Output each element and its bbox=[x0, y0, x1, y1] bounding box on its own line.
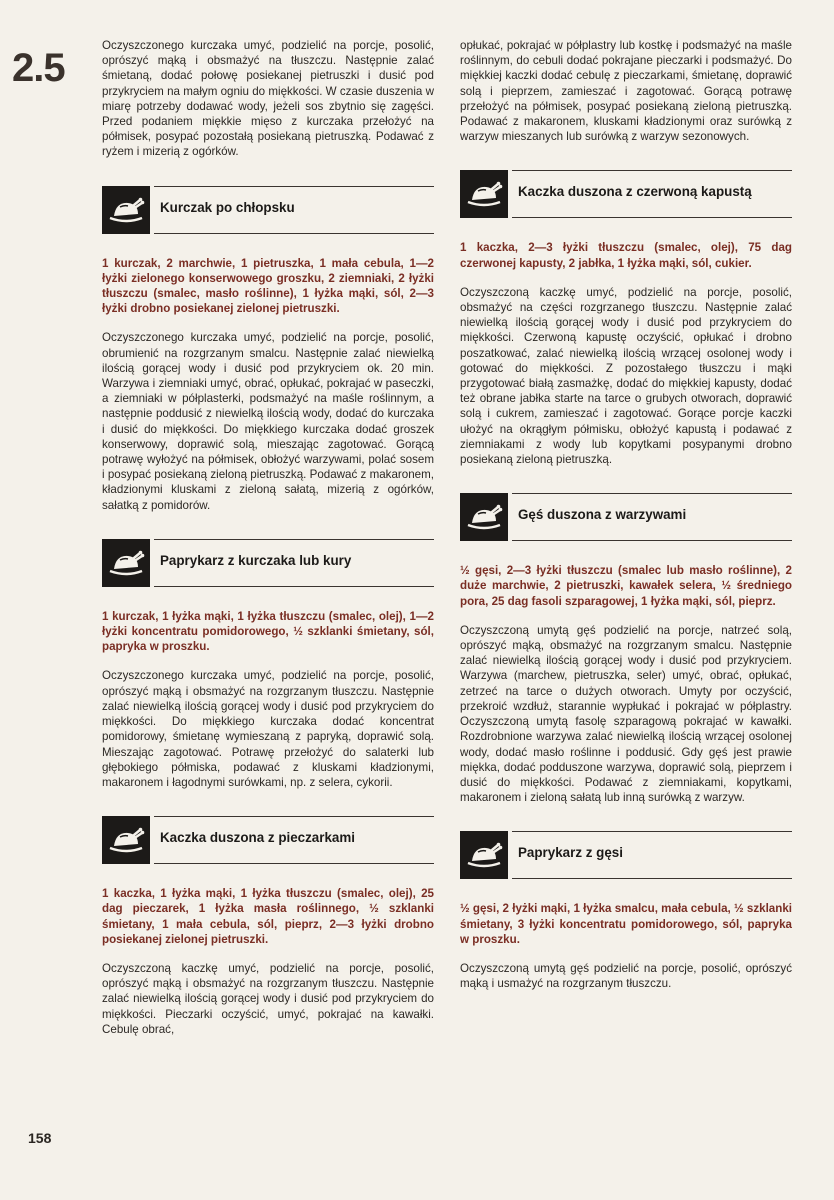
recipe-title: Kurczak po chłopsku bbox=[160, 199, 295, 215]
left-column bbox=[102, 38, 434, 1037]
header-rule-bottom bbox=[154, 863, 434, 864]
roast-poultry-icon bbox=[102, 186, 150, 234]
header-rule-top bbox=[154, 539, 434, 540]
recipe-header bbox=[102, 539, 434, 591]
intro-text: Oczyszczonego kurczaka umyć, podzielić na porcje, posolić, oprószyć mąką i obsmażyć na tłuszczu. Następnie zalać śmietaną, dodać połowę posiekanej pietruszki i dusić pod przykryciem na małym ogniu do miękkości. W czasie duszenia w miarę potrzeby dodawać wody, jeżeli sos zbytnio się zagęści. Przed podaniem miękkie mięso z kurczaka przełożyć na półmisek, posypać pozostałą posiekaną pietruszką. Podawać z ryżem i mizerią z ogórków. bbox=[102, 39, 434, 159]
recipe-title: Paprykarz z gęsi bbox=[518, 845, 623, 861]
recipe-method: Oczyszczonego kurczaka umyć, podzielić na porcje, posolić, oprószyć mąką i obsmażyć na rozgrzanym tłuszczu. Następnie zalać niewielką ilością gorącej wody i dusić pod przykryciem do miękkości. Do miękkiego kurczaka dodać koncentrat pomidorowy, śmietanę wymieszaną z papryką, doprawić solą. Mieszając zagotować. Potrawę przełożyć do salaterki lub głębokiego półmiska, podawać z kluskami kładzionymi, makaronem i łagodnymi surówkami, np. z selera, cykorii. bbox=[102, 669, 434, 789]
page-number: 158 bbox=[28, 1130, 52, 1146]
header-rule-top bbox=[512, 170, 792, 171]
header-rule-bottom bbox=[512, 540, 792, 541]
recipe-method: Oczyszczonego kurczaka umyć, podzielić na porcje, posolić, obrumienić na rozgrzanym smalcu. Następnie zalać niewielką ilością gorącej wody i dusić pod przykryciem ok. 20 min. Warzywa i ziemniaki umyć, obrać, opłukać, pokrajać w paseczki, a ziemniaki w półplasterki, podsmażyć na maśle roślinnym, a następnie poddusić z niewielką ilością wody, dodać do kurczaka i dusić do miękkości. Do miękkiego kurczaka dodać groszek konserwowy, doprawić solą, mieszając zagotować. Gorącą potrawę wyłożyć na półmisek, obłożyć warzywami, polać sosem i posypać posiekaną zieloną pietruszką. Podawać z makaronem, kładzionymi kluskami z zieloną sałatą, mizerią z ogórków, sałatką z pomidorów. bbox=[102, 331, 434, 512]
header-rule-bottom bbox=[512, 878, 792, 879]
header-rule-top bbox=[512, 831, 792, 832]
recipe-method: Oczyszczoną umytą gęś podzielić na porcje, natrzeć solą, oprószyć mąką, obsmażyć na rozgrzanym smalcu. Następnie zalać niewielką ilością gorącej wody i dusić pod przykryciem. Warzywa (marchew, pietruszka, seler) umyć, obrać, opłukać, zetrzeć na tarce o dużych otworach. Umyty por oczyścić, przekroić wzdłuż, starannie wypłukać i pokrajać w półplastry. Oczyszczoną umytą fasolę szparagową pokrajać w kawałki. Rozdrobnione warzywa zalać niewielką ilością wrzącej osolonej wody, dodać masło roślinne i poddusić. Gdy gęś jest prawie miękka, dodać podduszone warzywa, doprawić solą, pieprzem i dusić do miękkości. Podawać z ziemniakami, kopytkami, makaronem i zieloną sałatą lub inną surówką z warzyw. bbox=[460, 623, 792, 805]
recipe-ingredients: 1 kaczka, 1 łyżka mąki, 1 łyżka tłuszczu (smalec, olej), 25 dag pieczarek, 1 łyżka masła roślinnego, ½ szklanki śmietany, 1 mała cebula, sól, pieprz, 2—3 łyżki drobno posiekanej zielonej pietruszki. bbox=[102, 887, 434, 946]
recipe-header bbox=[460, 831, 792, 883]
recipe-method: Oczyszczoną umytą gęś podzielić na porcje, posolić, oprószyć mąką i usmażyć na rozgrzanym tłuszczu. bbox=[460, 961, 792, 991]
continuation-text: opłukać, pokrajać w półplastry lub kostkę i podsmażyć na maśle roślinnym, do cebuli dodać pokrajane pieczarki i podsmażyć. Do miękkiej kaczki dodać cebulę z pieczarkami, śmietanę, doprawić solą i pieprzem, zamieszać i zagotować. Gorącą potrawę przełożyć na półmisek, posypać posiekaną zieloną pietruszką. Podawać z makaronem, kluskami kładzionymi oraz surówką z warzyw mieszanych lub surówką z warzyw sezonowych. bbox=[460, 39, 792, 144]
header-rule-bottom bbox=[154, 586, 434, 587]
recipe-header bbox=[460, 493, 792, 545]
recipe-title: Gęś duszona z warzywami bbox=[518, 507, 687, 523]
recipe-ingredients: 1 kaczka, 2—3 łyżki tłuszczu (smalec, olej), 75 dag czerwonej kapusty, 2 jabłka, 1 łyżka mąki, sól, cukier. bbox=[460, 241, 792, 270]
header-rule-bottom bbox=[154, 233, 434, 234]
right-column bbox=[460, 38, 792, 991]
recipe-ingredients: ½ gęsi, 2 łyżki mąki, 1 łyżka smalcu, mała cebula, ½ szklanki śmietany, 3 łyżki koncentratu pomidorowego, sól, papryka w proszku. bbox=[460, 902, 792, 946]
recipe-title: Kaczka duszona z czerwoną kapustą bbox=[518, 184, 752, 200]
recipe-title: Kaczka duszona z pieczarkami bbox=[160, 830, 355, 846]
section-number: 2.5 bbox=[12, 46, 65, 90]
roast-poultry-icon bbox=[102, 539, 150, 587]
recipe-header bbox=[102, 816, 434, 868]
recipe-ingredients: 1 kurczak, 2 marchwie, 1 pietruszka, 1 mała cebula, 1—2 łyżki zielonego konserwowego groszku, 2 ziemniaki, 2 łyżki tłuszczu (smalec, masło roślinne), 1 łyżka mąki, sól, 2—3 łyżki drobno posiekanej zielonej pietruszki. bbox=[102, 256, 434, 316]
header-rule-top bbox=[154, 186, 434, 187]
recipe-ingredients: ½ gęsi, 2—3 łyżki tłuszczu (smalec lub masło roślinne), 2 duże marchwie, 2 pietruszki, kawałek selera, ½ średniego pora, 25 dag fasoli szparagowej, 1 łyżka mąki, sól, pieprz. bbox=[460, 564, 792, 608]
recipe-header bbox=[102, 186, 434, 238]
recipe-header bbox=[460, 170, 792, 222]
recipe-method: Oczyszczoną kaczkę umyć, podzielić na porcje, posolić, oprószyć mąką i obsmażyć na rozgrzanym tłuszczu. Następnie zalać niewielką ilością gorącej wody i dusić pod przykryciem do miękkości. Pieczarki oczyścić, umyć, pokrajać na kawałki. Cebulę obrać, bbox=[102, 961, 434, 1036]
roast-poultry-icon bbox=[102, 816, 150, 864]
header-rule-top bbox=[512, 493, 792, 494]
recipe-title: Paprykarz z kurczaka lub kury bbox=[160, 552, 352, 568]
header-rule-bottom bbox=[512, 217, 792, 218]
recipe-method: Oczyszczoną kaczkę umyć, podzielić na porcje, posolić, obsmażyć na części rozgrzanego tłuszczu. Następnie zalać niewielką ilością gorącej wody i dusić pod przykryciem do miękkości. Czerwoną kapustę oczyścić, opłukać i drobno poszatkować, zalać niewielką ilością wrzącej osolonej wody i gotować do miękkości. Z pozostałego tłuszczu i mąki przygotować białą zasmażkę, dodać do miękkiej kapusty, dodać też obrane jabłka starte na tarce o grubych otworach, doprawić solą i cukrem, zamieszać i zagotować. Gorące porcje kaczki ułożyć na okrągłym półmisku, obłożyć kapustą i podawać z ziemniakami z wody lub kopytkami posypanymi drobno posiekaną zieloną pietruszką. bbox=[460, 285, 792, 467]
header-rule-top bbox=[154, 816, 434, 817]
roast-poultry-icon bbox=[460, 170, 508, 218]
roast-poultry-icon bbox=[460, 493, 508, 541]
recipe-ingredients: 1 kurczak, 1 łyżka mąki, 1 łyżka tłuszczu (smalec, olej), 1—2 łyżki koncentratu pomidorowego, ½ szklanki śmietany, sól, papryka w proszku. bbox=[102, 609, 434, 654]
roast-poultry-icon bbox=[460, 831, 508, 879]
